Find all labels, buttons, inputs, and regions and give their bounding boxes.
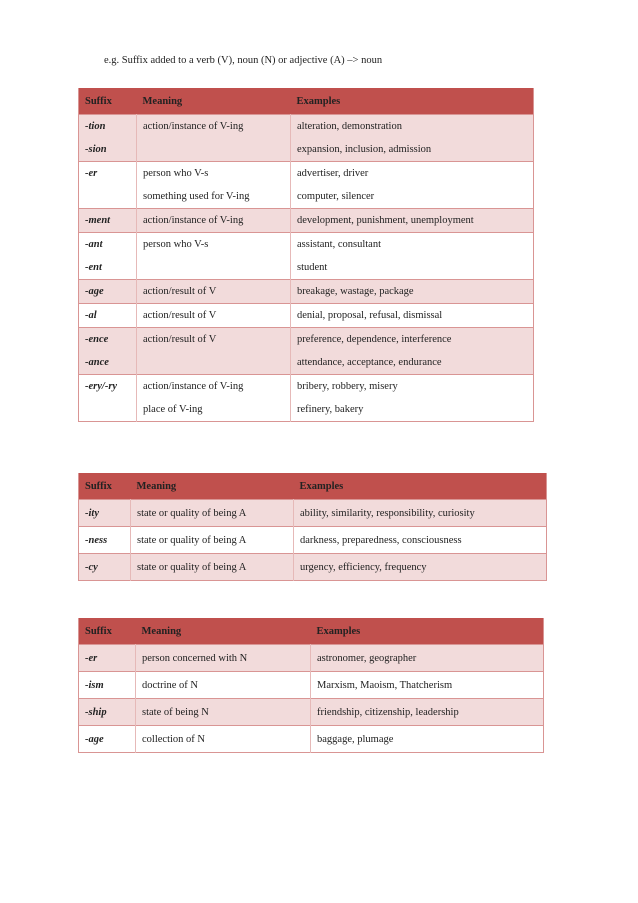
table-row <box>79 162 534 209</box>
meaning-text: action/instance of V-ing <box>143 215 244 226</box>
examples-cell: urgency, efficiency, frequency <box>294 554 547 581</box>
table-header-row <box>79 473 547 500</box>
table-row <box>79 304 534 328</box>
table-row <box>79 209 534 233</box>
meaning-cell: state or quality of being A <box>131 500 294 527</box>
examples-cell <box>291 162 534 209</box>
suffix-cell: -ism <box>79 672 136 699</box>
table-row <box>79 672 544 699</box>
table-row <box>79 500 547 527</box>
examples-cell <box>291 375 534 422</box>
suffix-text: -ent <box>85 262 102 273</box>
suffix-cell <box>79 328 137 375</box>
meaning-text: action/result of V <box>143 334 217 345</box>
suffix-text: -ery/-ry <box>85 381 118 392</box>
header-meaning: Meaning <box>136 618 311 645</box>
meaning-text: action/result of V <box>143 310 217 321</box>
examples-text: preference, dependence, interference <box>297 334 452 345</box>
examples-text: refinery, bakery <box>297 404 364 415</box>
suffix-cell: -er <box>79 645 136 672</box>
meaning-cell <box>137 304 291 328</box>
header-examples: Examples <box>311 618 544 645</box>
examples-cell: darkness, preparedness, consciousness <box>294 527 547 554</box>
table-row <box>79 328 534 375</box>
meaning-cell <box>137 328 291 375</box>
meaning-cell: collection of N <box>136 726 311 753</box>
meaning-cell <box>137 209 291 233</box>
table-row <box>79 699 544 726</box>
examples-cell <box>291 280 534 304</box>
table-row <box>79 280 534 304</box>
suffix-cell <box>79 233 137 280</box>
suffix-cell: -age <box>79 726 136 753</box>
examples-text: student <box>297 262 328 273</box>
suffix-text: -ance <box>85 357 109 368</box>
examples-text: expansion, inclusion, admission <box>297 144 432 155</box>
suffix-cell: -ity <box>79 500 131 527</box>
suffix-cell <box>79 375 137 422</box>
suffix-cell <box>79 209 137 233</box>
meaning-text <box>143 138 284 161</box>
header-examples: Examples <box>291 88 534 115</box>
table-row <box>79 726 544 753</box>
examples-cell <box>291 304 534 328</box>
suffix-cell: -ness <box>79 527 131 554</box>
table-row <box>79 233 534 280</box>
meaning-cell: state or quality of being A <box>131 527 294 554</box>
table-row <box>79 554 547 581</box>
suffix-cell <box>79 115 137 162</box>
meaning-text <box>143 256 284 279</box>
suffix-text: -ment <box>85 215 111 226</box>
meaning-text: place of V-ing <box>143 404 203 415</box>
meaning-cell <box>137 115 291 162</box>
examples-cell: baggage, plumage <box>311 726 544 753</box>
meaning-text: action/instance of V-ing <box>143 381 244 392</box>
verb-suffix-table <box>78 88 534 422</box>
meaning-cell: state of being N <box>136 699 311 726</box>
intro-text: e.g. Suffix added to a verb (V), noun (N) or adjective (A) –> noun <box>104 55 383 66</box>
meaning-text: action/instance of V-ing <box>143 121 244 132</box>
suffix-text: -er <box>85 168 98 179</box>
suffix-text <box>85 185 130 208</box>
table-row <box>79 375 534 422</box>
suffix-text: -age <box>85 286 104 297</box>
suffix-cell <box>79 162 137 209</box>
examples-text: computer, silencer <box>297 191 375 202</box>
examples-text: assistant, consultant <box>297 239 381 250</box>
suffix-text: -al <box>85 310 97 321</box>
suffix-cell <box>79 304 137 328</box>
suffix-text: -sion <box>85 144 107 155</box>
meaning-cell <box>137 375 291 422</box>
meaning-text: action/result of V <box>143 286 217 297</box>
meaning-cell: state or quality of being A <box>131 554 294 581</box>
examples-text: alteration, demonstration <box>297 121 402 132</box>
meaning-cell <box>137 162 291 209</box>
suffix-text: -tion <box>85 121 106 132</box>
meaning-text: person who V-s <box>143 239 209 250</box>
table-header-row <box>79 88 534 115</box>
examples-cell: Marxism, Maoism, Thatcherism <box>311 672 544 699</box>
header-suffix: Suffix <box>79 88 137 115</box>
table-row <box>79 527 547 554</box>
header-suffix: Suffix <box>79 473 131 500</box>
meaning-cell: doctrine of N <box>136 672 311 699</box>
examples-cell <box>291 209 534 233</box>
meaning-text <box>143 351 284 374</box>
examples-cell <box>291 328 534 375</box>
examples-cell: friendship, citizenship, leadership <box>311 699 544 726</box>
header-suffix: Suffix <box>79 618 136 645</box>
examples-text: bribery, robbery, misery <box>297 381 398 392</box>
examples-text: breakage, wastage, package <box>297 286 414 297</box>
suffix-cell: -ship <box>79 699 136 726</box>
meaning-cell: person concerned with N <box>136 645 311 672</box>
suffix-cell: -cy <box>79 554 131 581</box>
adjective-suffix-table <box>78 473 547 581</box>
table-row <box>79 645 544 672</box>
table-row <box>79 115 534 162</box>
examples-text: denial, proposal, refusal, dismissal <box>297 310 443 321</box>
examples-text: attendance, acceptance, endurance <box>297 357 442 368</box>
meaning-cell <box>137 233 291 280</box>
examples-cell: ability, similarity, responsibility, curiosity <box>294 500 547 527</box>
noun-suffix-table <box>78 618 544 753</box>
meaning-cell <box>137 280 291 304</box>
meaning-text: something used for V-ing <box>143 191 250 202</box>
header-examples: Examples <box>294 473 547 500</box>
examples-text: development, punishment, unemployment <box>297 215 474 226</box>
examples-cell: astronomer, geographer <box>311 645 544 672</box>
suffix-text: -ant <box>85 239 103 250</box>
suffix-text: -ence <box>85 334 109 345</box>
suffix-text <box>85 398 130 421</box>
examples-cell <box>291 115 534 162</box>
examples-cell <box>291 233 534 280</box>
suffix-cell <box>79 280 137 304</box>
examples-text: advertiser, driver <box>297 168 369 179</box>
header-meaning: Meaning <box>131 473 294 500</box>
table-header-row <box>79 618 544 645</box>
header-meaning: Meaning <box>137 88 291 115</box>
meaning-text: person who V-s <box>143 168 209 179</box>
